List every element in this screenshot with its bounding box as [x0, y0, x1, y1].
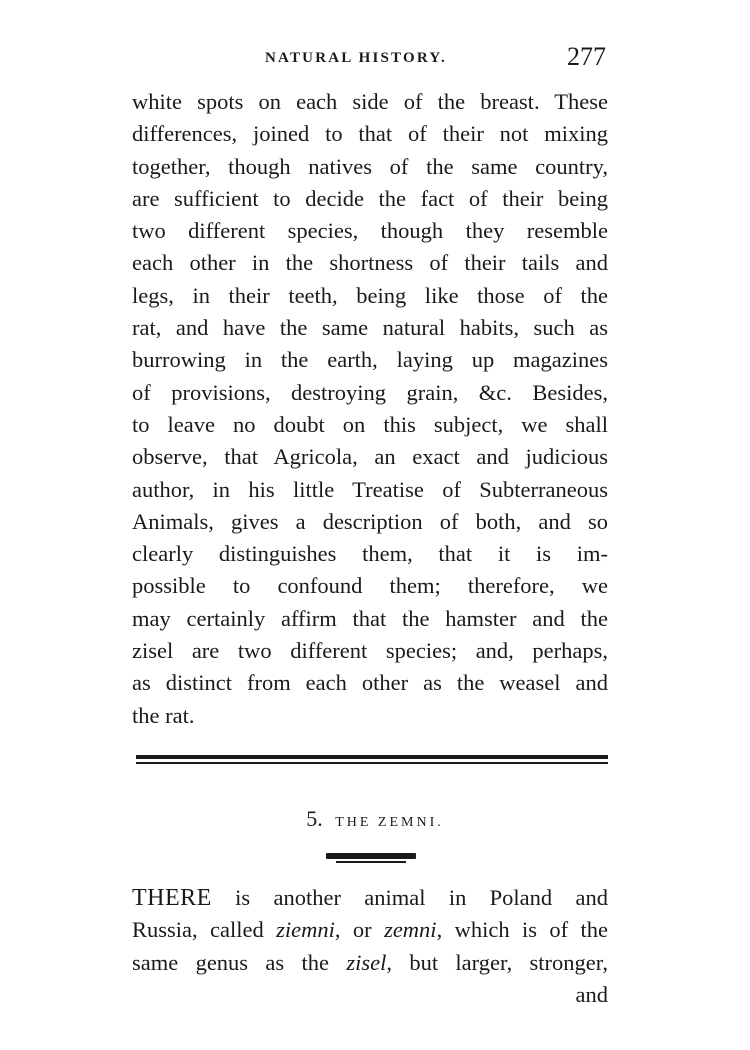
body-paragraph	[132, 86, 608, 732]
text-line: the rat.	[132, 702, 195, 728]
text-line	[132, 947, 608, 979]
text-line	[132, 882, 608, 914]
text-run: is another animal in Poland and	[211, 885, 608, 910]
italic-term: zisel	[346, 949, 387, 975]
text-line: two different species, though they resemble	[132, 218, 608, 244]
text-line: possible to confound them; therefore, we	[132, 573, 608, 599]
text-line: of provisions, destroying grain, &c. Besides,	[132, 379, 608, 405]
section-divider-thick	[136, 755, 608, 759]
page-number: 277	[567, 42, 606, 71]
text-line: observe, that Agricola, an exact and judicious	[132, 444, 608, 470]
section-heading	[0, 806, 750, 832]
text-run: , or	[334, 917, 385, 943]
ornament-rule-thin	[336, 861, 406, 863]
running-head	[132, 42, 612, 76]
ornament-rule	[326, 853, 416, 859]
section-title: THE ZEMNI.	[335, 815, 444, 830]
section-divider-thin	[136, 762, 608, 764]
text-line: differences, joined to that of their not mixing	[132, 121, 608, 147]
text-line: are sufficient to decide the fact of their being	[132, 185, 608, 211]
italic-term: ziemni	[276, 917, 335, 943]
text-line: burrowing in the earth, laying up magazines	[132, 347, 608, 373]
text-run: , but larger, stronger,	[386, 949, 608, 975]
section-paragraph	[132, 882, 608, 1011]
text-line: zisel are two different species; and, perhaps,	[132, 638, 608, 664]
text-line: together, though natives of the same country,	[132, 153, 608, 179]
text-line: author, in his little Treatise of Subterraneous	[132, 476, 608, 502]
text-run: Russia, called	[132, 917, 277, 943]
catchword: and	[575, 981, 608, 1007]
text-line: each other in the shortness of their tails and	[132, 250, 608, 276]
text-line: to leave no doubt on this subject, we shall	[132, 411, 608, 437]
text-run: , which is of the	[436, 917, 608, 943]
lead-word: THERE	[132, 885, 212, 911]
text-line: legs, in their teeth, being like those of the	[132, 282, 608, 308]
section-number: 5.	[306, 806, 323, 831]
running-title: NATURAL HISTORY.	[265, 50, 447, 66]
text-line: as distinct from each other as the weasel and	[132, 670, 608, 696]
text-line: Animals, gives a description of both, and so	[132, 508, 608, 534]
text-line: rat, and have the same natural habits, such as	[132, 315, 608, 341]
text-line: clearly distinguishes them, that it is im-	[132, 541, 608, 567]
text-line	[132, 914, 608, 946]
italic-term: zemni	[384, 917, 437, 943]
text-line: may certainly affirm that the hamster and the	[132, 605, 608, 631]
text-line: white spots on each side of the breast. These	[132, 89, 608, 114]
text-run: same genus as the	[132, 949, 347, 975]
